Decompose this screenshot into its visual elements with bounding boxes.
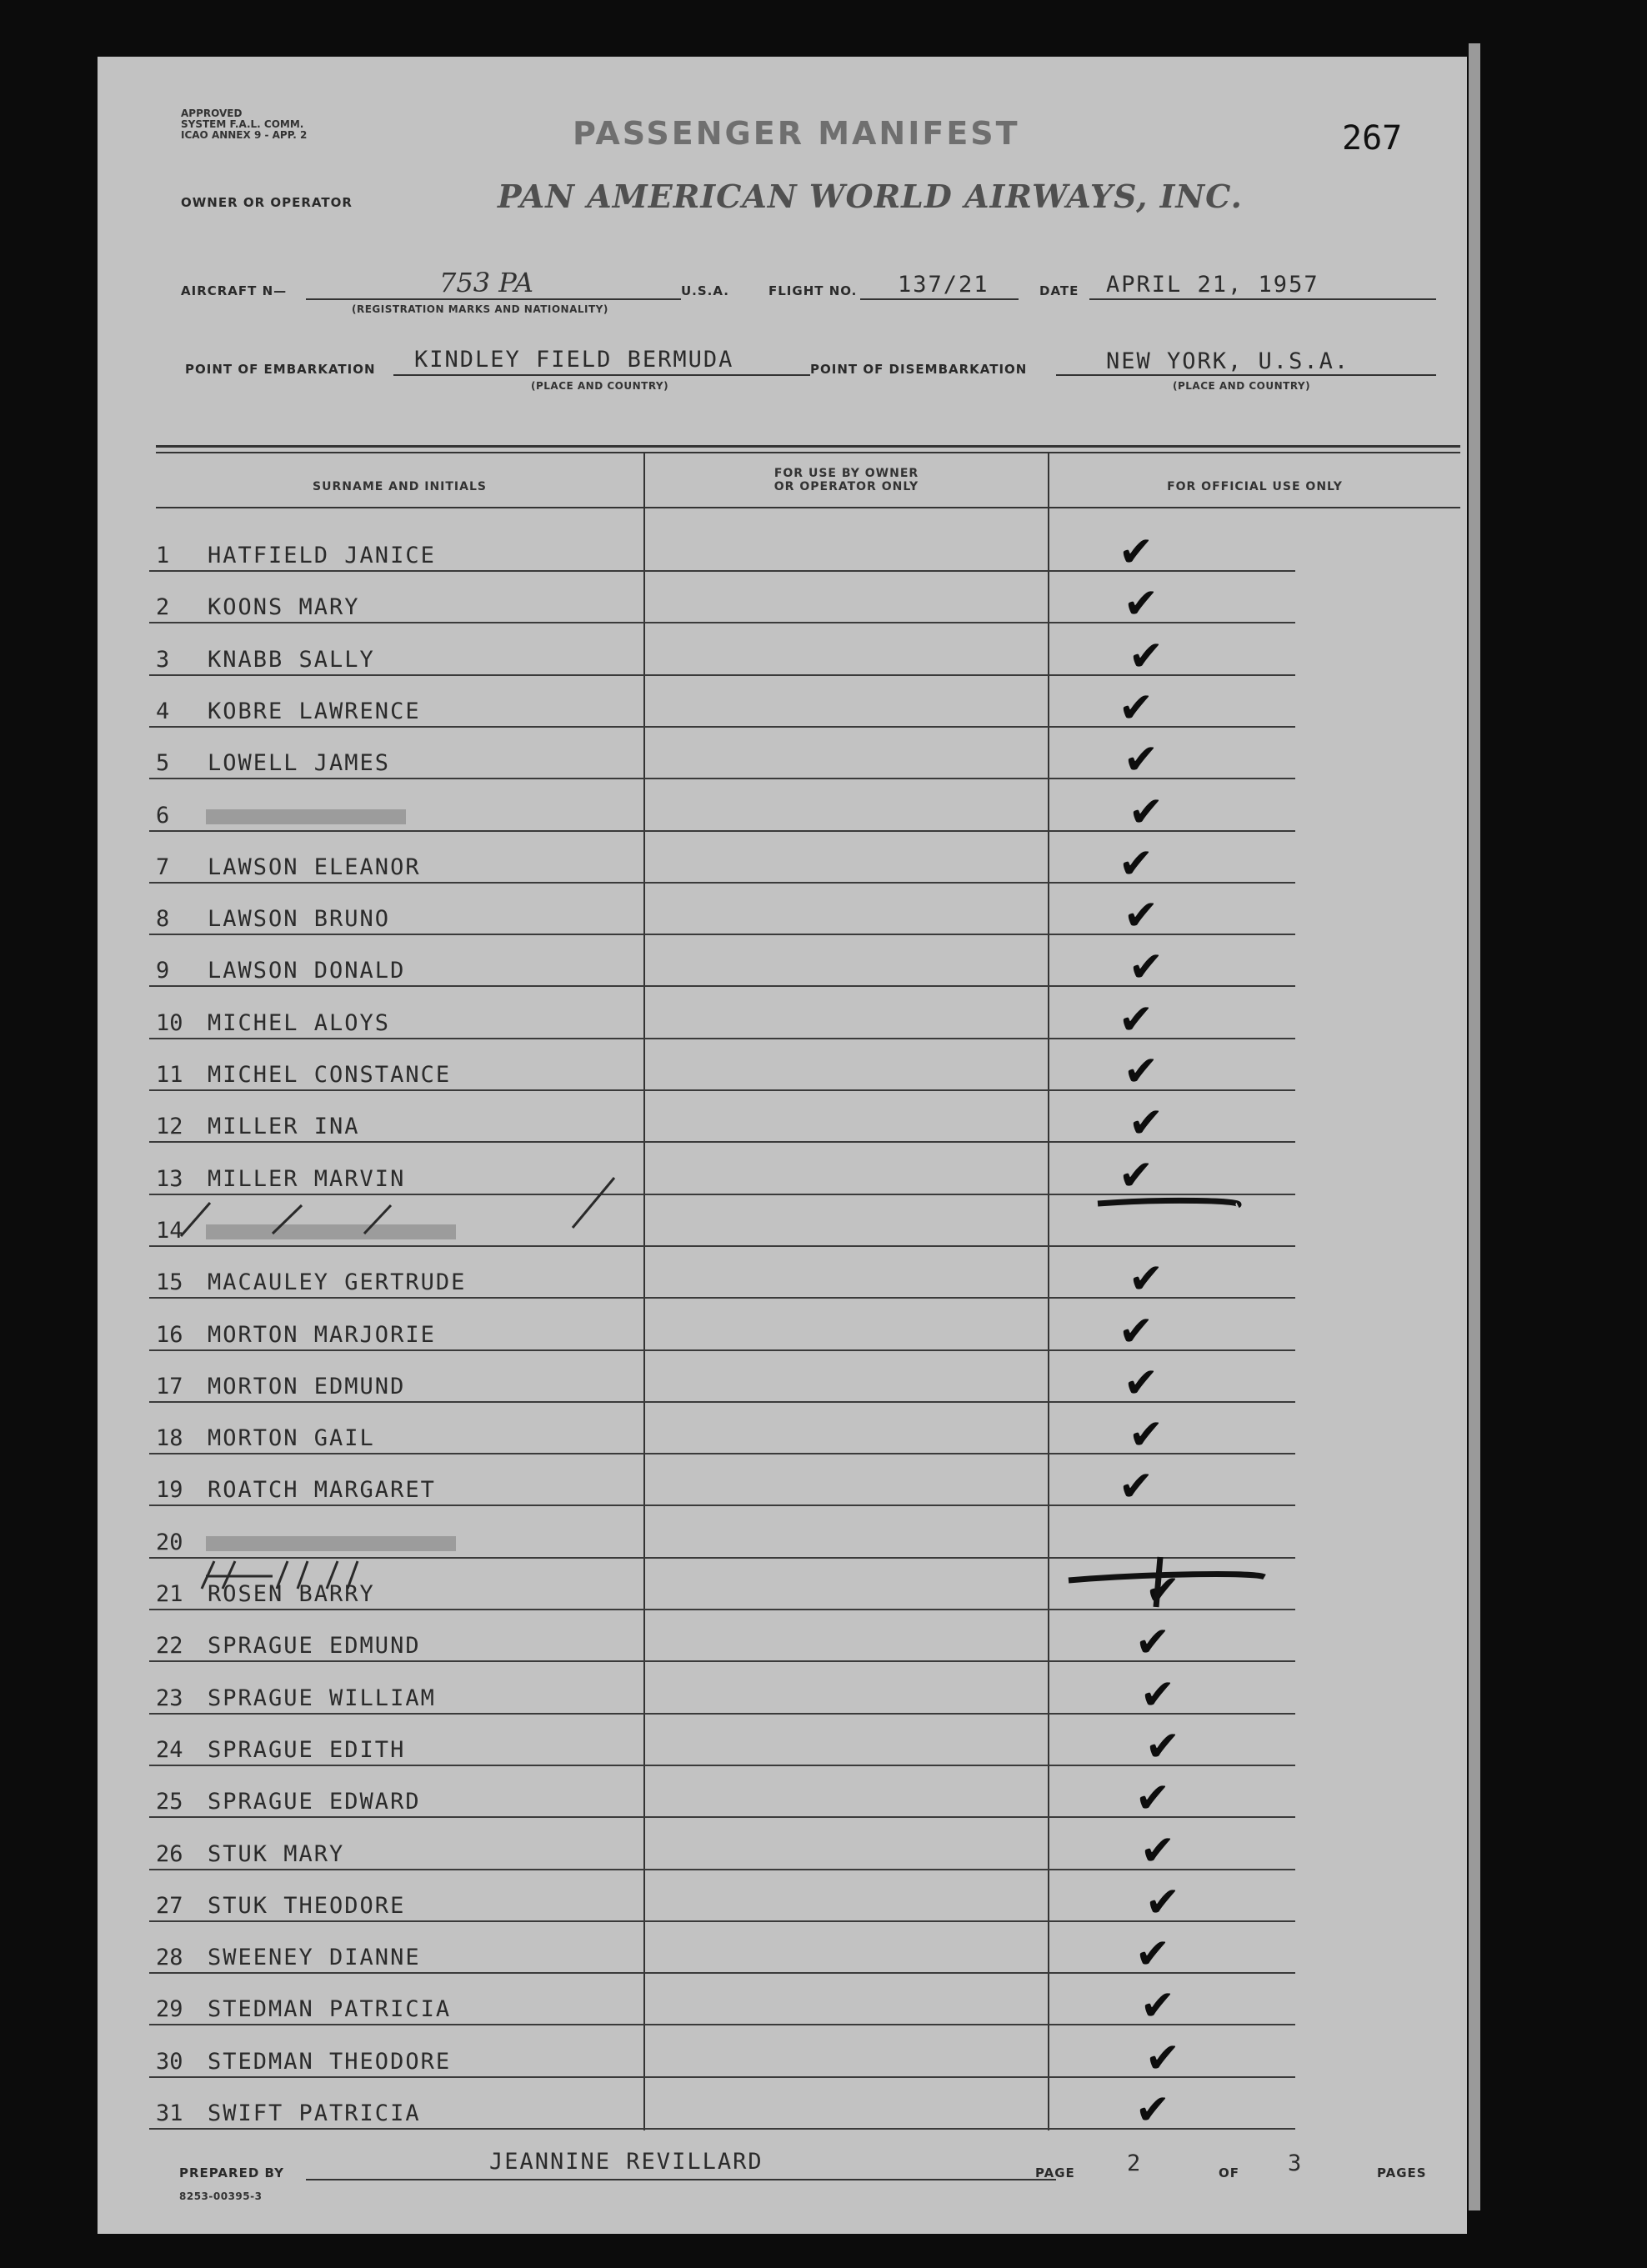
form-title: PASSENGER MANIFEST <box>573 115 1020 152</box>
official-check-mark: ✔ <box>1119 995 1154 1044</box>
page-number: 267 <box>1342 119 1403 158</box>
row-number: 2 <box>156 594 170 620</box>
of-label: OF <box>1219 2165 1239 2180</box>
passenger-name: SPRAGUE EDMUND <box>208 1633 421 1659</box>
official-check-mark: ✔ <box>1135 1774 1170 1822</box>
passenger-name: MICHEL ALOYS <box>208 1010 391 1036</box>
passenger-name: SWIFT PATRICIA <box>208 2100 421 2126</box>
strike-marks <box>98 57 1467 2234</box>
row-number: 21 <box>156 1581 183 1607</box>
passenger-name: LOWELL JAMES <box>208 750 391 776</box>
passenger-name: MORTON MARJORIE <box>208 1322 436 1348</box>
row-number: 29 <box>156 1996 183 2022</box>
official-check-mark: ✔ <box>1140 1670 1175 1719</box>
passenger-name: LAWSON DONALD <box>208 958 406 984</box>
page-label: PAGE <box>1035 2165 1075 2180</box>
column-header-owner-use: FOR USE BY OWNER OR OPERATOR ONLY <box>773 467 919 493</box>
row-number: 12 <box>156 1114 183 1139</box>
embarkation-note: (PLACE AND COUNTRY) <box>531 380 669 392</box>
row-number: 18 <box>156 1425 183 1451</box>
row-number: 31 <box>156 2100 183 2126</box>
row-number: 13 <box>156 1166 183 1192</box>
row-20-official-dash <box>1069 1557 1264 1607</box>
row-number: 17 <box>156 1374 183 1399</box>
official-check-mark: ✔ <box>1119 528 1154 576</box>
disembarkation-label: POINT OF DISEMBARKATION <box>810 362 1028 377</box>
disembarkation-note: (PLACE AND COUNTRY) <box>1173 380 1311 392</box>
row-20-strike-lines <box>202 1561 358 1589</box>
disembarkation-value: NEW YORK, U.S.A. <box>1106 348 1350 374</box>
official-check-mark: ✔ <box>1135 2085 1170 2134</box>
row-number: 8 <box>156 906 170 932</box>
row-number: 6 <box>156 803 170 829</box>
official-check-mark: ✔ <box>1124 735 1159 784</box>
official-check-mark: ✔ <box>1129 632 1164 680</box>
row-number: 28 <box>156 1945 183 1970</box>
row-number: 9 <box>156 958 170 984</box>
passenger-name: ROATCH MARGARET <box>208 1477 436 1503</box>
manifest-page <box>98 57 1467 2234</box>
official-check-mark: ✔ <box>1124 579 1159 628</box>
passenger-name: ROSEN BARRY <box>208 1581 375 1607</box>
official-check-mark: ✔ <box>1119 683 1154 732</box>
row-number: 1 <box>156 543 170 568</box>
passenger-name: MICHEL CONSTANCE <box>208 1062 452 1088</box>
prepared-by-value: JEANNINE REVILLARD <box>489 2149 763 2175</box>
official-check-mark: ✔ <box>1119 1307 1154 1355</box>
row-number: 23 <box>156 1685 183 1711</box>
row-14-strike-lines <box>181 1178 614 1236</box>
pages-label: PAGES <box>1377 2165 1427 2180</box>
form-code: 8253-00395-3 <box>179 2190 263 2202</box>
official-check-mark: ✔ <box>1129 1254 1164 1303</box>
row-number: 5 <box>156 750 170 776</box>
official-check-mark: ✔ <box>1124 891 1159 939</box>
country-label: U.S.A. <box>681 283 729 298</box>
passenger-name: LAWSON BRUNO <box>208 906 391 932</box>
official-check-mark: ✔ <box>1124 1359 1159 1407</box>
passenger-name: SWEENEY DIANNE <box>208 1945 421 1970</box>
passenger-name: SPRAGUE EDWARD <box>208 1789 421 1815</box>
passenger-name: SPRAGUE EDITH <box>208 1737 406 1763</box>
page-edge <box>1469 43 1480 2210</box>
official-check-mark: ✔ <box>1145 2034 1180 2082</box>
official-check-mark: ✔ <box>1119 1462 1154 1510</box>
official-check-mark: ✔ <box>1140 1826 1175 1875</box>
passenger-name: STUK THEODORE <box>208 1893 406 1919</box>
official-check-mark: ✔ <box>1129 788 1164 836</box>
operator-name: PAN AMERICAN WORLD AIRWAYS, INC. <box>498 178 1243 215</box>
column-header-surname: SURNAME AND INITIALS <box>313 480 487 493</box>
official-check-mark: ✔ <box>1119 839 1154 888</box>
flight-value: 137/21 <box>898 272 989 298</box>
row-number: 22 <box>156 1633 183 1659</box>
embarkation-label: POINT OF EMBARKATION <box>185 362 376 377</box>
row-number: 25 <box>156 1789 183 1815</box>
page-value: 2 <box>1127 2150 1143 2176</box>
official-check-mark: ✔ <box>1129 943 1164 991</box>
passenger-name: STUK MARY <box>208 1841 345 1867</box>
row-number: 24 <box>156 1737 183 1763</box>
row-number: 7 <box>156 854 170 880</box>
registration-note: (REGISTRATION MARKS AND NATIONALITY) <box>352 303 608 315</box>
passenger-name: MILLER INA <box>208 1114 360 1139</box>
prepared-underline <box>306 2179 1056 2180</box>
passenger-name: MACAULEY GERTRUDE <box>208 1269 467 1295</box>
passenger-name: MILLER MARVIN <box>208 1166 406 1192</box>
row-14-official-dash <box>1098 1200 1239 1205</box>
approval-line-1: APPROVED <box>181 108 243 119</box>
passenger-name: KNABB SALLY <box>208 647 375 673</box>
official-check-mark: ✔ <box>1145 1878 1180 1926</box>
row-number: 14 <box>156 1218 183 1244</box>
passenger-name: STEDMAN THEODORE <box>208 2049 452 2075</box>
passenger-name: MORTON EDMUND <box>208 1374 406 1399</box>
aircraft-label: AIRCRAFT N— <box>181 283 288 298</box>
of-value: 3 <box>1288 2150 1304 2176</box>
passenger-name: LAWSON ELEANOR <box>208 854 421 880</box>
row-number: 10 <box>156 1010 183 1036</box>
row-number: 20 <box>156 1530 183 1555</box>
approval-line-2: SYSTEM F.A.L. COMM. <box>181 118 304 130</box>
column-header-official-use: FOR OFFICIAL USE ONLY <box>1167 480 1343 493</box>
aircraft-value: 753 PA <box>439 267 533 298</box>
official-check-mark: ✔ <box>1124 1047 1159 1095</box>
row-number: 30 <box>156 2049 183 2075</box>
official-check-mark: ✔ <box>1145 1566 1180 1615</box>
flight-label: FLIGHT NO. <box>768 283 858 298</box>
passenger-name: SPRAGUE WILLIAM <box>208 1685 436 1711</box>
official-check-mark: ✔ <box>1129 1099 1164 1147</box>
official-check-mark: ✔ <box>1145 1722 1180 1770</box>
row-number: 26 <box>156 1841 183 1867</box>
official-check-mark: ✔ <box>1135 1930 1170 1978</box>
row-number: 15 <box>156 1269 183 1295</box>
row-number: 11 <box>156 1062 183 1088</box>
official-check-mark: ✔ <box>1135 1618 1170 1666</box>
row-number: 19 <box>156 1477 183 1503</box>
row-number: 16 <box>156 1322 183 1348</box>
date-label: DATE <box>1039 283 1079 298</box>
prepared-by-label: PREPARED BY <box>179 2165 284 2180</box>
official-check-mark: ✔ <box>1129 1410 1164 1459</box>
passenger-name: MORTON GAIL <box>208 1425 375 1451</box>
official-check-mark: ✔ <box>1119 1151 1154 1199</box>
row-number: 27 <box>156 1893 183 1919</box>
embarkation-value: KINDLEY FIELD BERMUDA <box>414 347 734 373</box>
row-number: 4 <box>156 698 170 724</box>
official-check-mark: ✔ <box>1140 1981 1175 2030</box>
passenger-name: KOBRE LAWRENCE <box>208 698 421 724</box>
date-value: APRIL 21, 1957 <box>1106 272 1319 298</box>
approval-line-3: ICAO ANNEX 9 - APP. 2 <box>181 129 308 141</box>
passenger-name: HATFIELD JANICE <box>208 543 436 568</box>
passenger-name: STEDMAN PATRICIA <box>208 1996 452 2022</box>
passenger-name: KOONS MARY <box>208 594 360 620</box>
row-number: 3 <box>156 647 170 673</box>
owner-label: OWNER OR OPERATOR <box>181 195 353 210</box>
